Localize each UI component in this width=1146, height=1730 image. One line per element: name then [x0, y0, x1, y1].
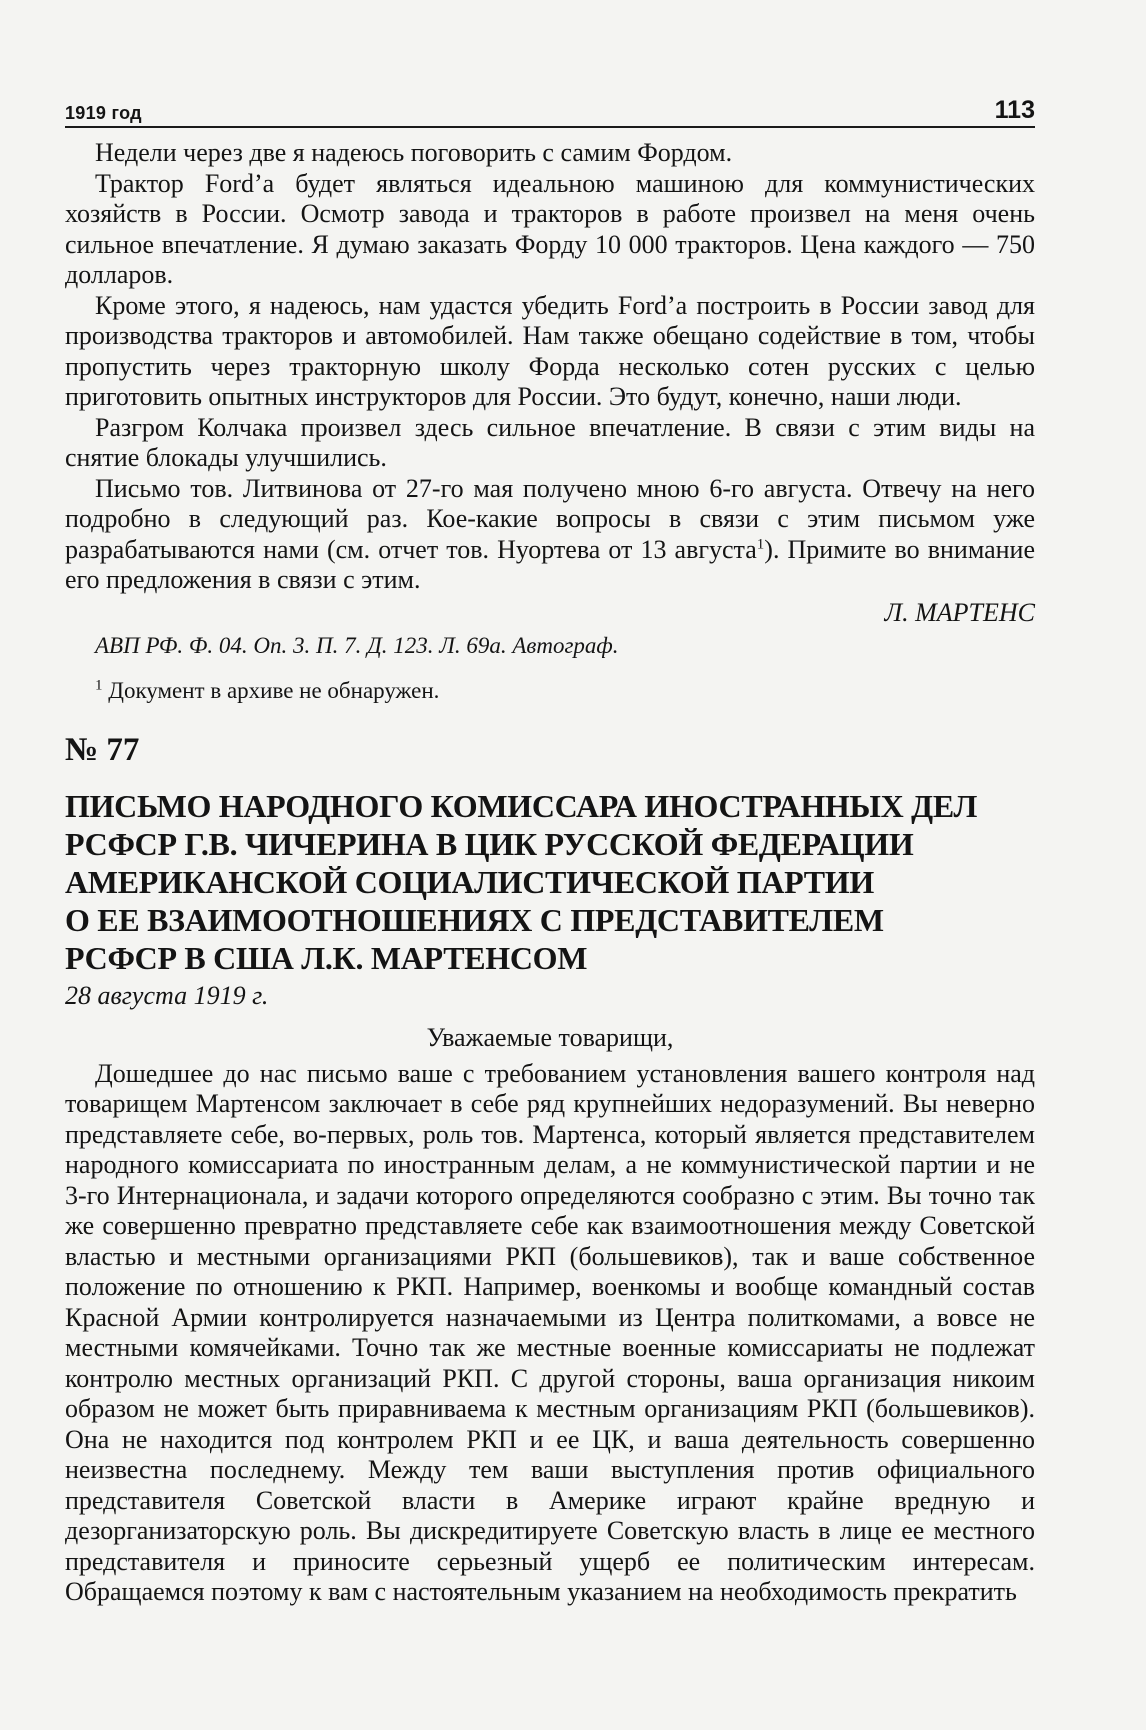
paragraph: Недели через две я надеюсь поговорить с самим Фордом.: [95, 138, 733, 167]
page-number: 113: [994, 96, 1035, 124]
document-title-line: РСФСР Г.В. ЧИЧЕРИНА В ЦИК РУССКОЙ ФЕДЕРАЦИИ: [65, 825, 914, 862]
paragraph-text: ). Примите во внимание его предложения в связи с этим.: [65, 534, 1035, 594]
letter-body: Дошедшее до нас письмо ваше с требованием установления вашего контроля над товарищем Мартенсом заключает в себе ряд крупнейших недоразумений. Вы неверно представляете себе, во-первых, роль тов. Мартенса, который является представителем народного комиссариата по иностранным делам, а не коммунистической партии и не 3-го Интернационала, и задачи которого определяются сообразно с этим. Вы точно так же совершенно превратно представляете себе как взаимоотношения между Советской властью и местными организациями РКП (большевиков), так и ваше собственное положение по отношению к РКП. Например, военкомы и вообще командный состав Красной Армии контролируется назначаемыми из Центра политкомами, а вовсе не местными комячейками. Точно так же местные военные комиссариаты не подлежат контролю местных организаций РКП. С другой стороны, ваша организация никоим образом не может быть приравниваема к местным организациям РКП (большевиков). Она не находится под контролем РКП и ее ЦК, и ваша деятельность совершенно неизвестна последнему. Между тем ваши выступления против официального представителя Советской власти в Америке играют крайне вредную и дезорганизаторскую роль. Вы дискредитируете Советскую власть в лице ее местного представителя и приносите серьезный ущерб ее политическим интересам. Обращаемся поэтому к вам с настоятельным указанием на необходимость прекратить: [65, 1058, 1035, 1606]
document-date: 28 августа 1919 г.: [65, 980, 269, 1010]
running-head-year: 1919 год: [65, 103, 142, 123]
paragraph: Кроме этого, я надеюсь, нам удастся убедить Ford’а построить в России завод для производства тракторов и автомобилей. Нам также обещано содействие в том, чтобы пропустить через тракторную школу Форда несколько сотен русских с целью приготовить опытных инструкторов для России. Это будут, конечно, наши люди.: [65, 290, 1035, 411]
document-title-line: РСФСР В США Л.К. МАРТЕНСОМ: [65, 939, 588, 976]
footnote-text: Документ в архиве не обнаружен.: [108, 677, 440, 703]
paragraph-letter: [65, 474, 1035, 596]
document-title-line: О ЕЕ ВЗАИМООТНОШЕНИЯХ С ПРЕДСТАВИТЕЛЕМ: [65, 901, 884, 938]
page-body: [65, 138, 1035, 1608]
archive-source: АВП РФ. Ф. 04. Оп. 3. П. 7. Д. 123. Л. 69а. Автограф.: [95, 632, 619, 658]
paragraph-text: Письмо тов. Литвинова от 27-го мая получено мною 6-го августа. Отвечу на него подробно в следующий раз. Кое-какие вопросы в связи с этим письмом уже разрабатываются нами (см. отчет тов. Нуортева от 13 августа: [65, 473, 1035, 564]
paragraph: Разгром Колчака произвел здесь сильное впечатление. В связи с этим виды на снятие блокады улучшились.: [65, 412, 1035, 472]
footnote: [95, 677, 1035, 705]
document-number: № 77: [65, 731, 140, 768]
document-title: [65, 787, 1035, 977]
footnote-mark: 1: [95, 676, 103, 693]
footnote-reference: 1: [756, 535, 765, 552]
signature: Л. МАРТЕНС: [884, 597, 1035, 627]
salutation: Уважаемые товарищи,: [426, 1022, 674, 1052]
document-title-line: АМЕРИКАНСКОЙ СОЦИАЛИСТИЧЕСКОЙ ПАРТИИ: [65, 863, 874, 900]
running-head: [65, 96, 1035, 128]
paragraph: Трактор Ford’а будет являться идеальною машиною для коммунистических хозяйств в России. Осмотр завода и тракторов в работе произвел на меня очень сильное впечатление. Я думаю заказать Форду 10 000 тракторов. Цена каждого — 750 долларов.: [65, 168, 1035, 289]
document-title-line: ПИСЬМО НАРОДНОГО КОМИССАРА ИНОСТРАННЫХ ДЕЛ: [65, 787, 978, 824]
